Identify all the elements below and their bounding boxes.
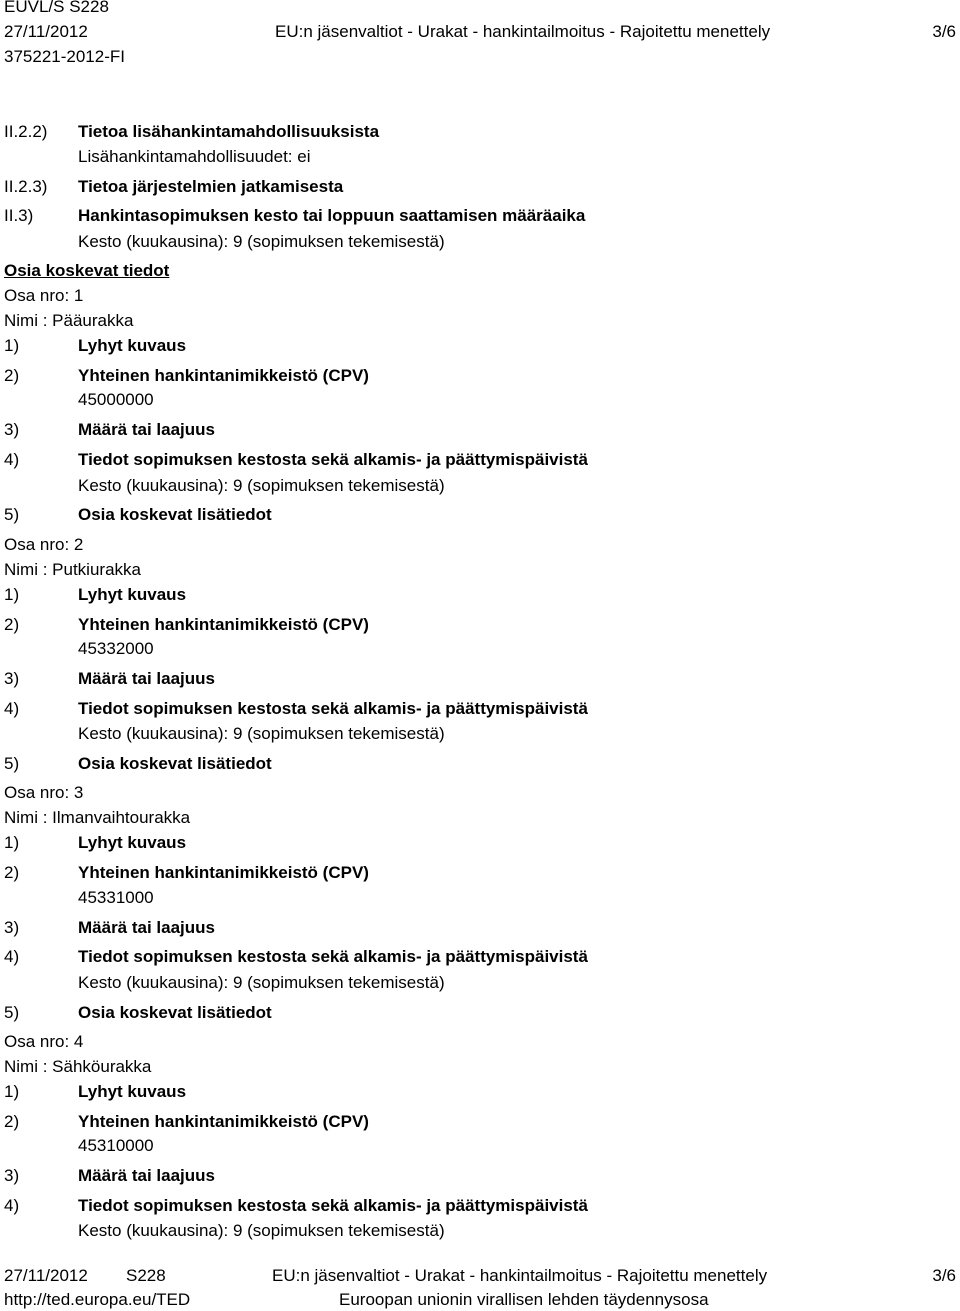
item-number: 2) xyxy=(4,366,20,385)
item-number: 2) xyxy=(4,863,20,882)
item-number: 3) xyxy=(4,420,20,439)
item-number: 4) xyxy=(4,1196,20,1215)
header-title: EU:n jäsenvaltiot - Urakat - hankintailmoitus - Rajoitettu menettely xyxy=(275,22,771,41)
item-number: 4) xyxy=(4,947,20,966)
lot-name: Nimi : Sähköurakka xyxy=(4,1057,152,1076)
item-number: 3) xyxy=(4,1166,20,1185)
item-number: 1) xyxy=(4,336,20,355)
footer-journal: Euroopan unionin virallisen lehden täydennysosa xyxy=(339,1290,709,1309)
doc-id: 375221-2012-FI xyxy=(4,47,125,66)
lot-name: Nimi : Putkiurakka xyxy=(4,560,141,579)
duration-heading: Tiedot sopimuksen kestosta sekä alkamis- ja päättymispäivistä xyxy=(78,947,588,966)
lot-number: Osa nro: 1 xyxy=(4,286,84,305)
additional-info-heading: Osia koskevat lisätiedot xyxy=(78,1003,272,1022)
item-number: 5) xyxy=(4,754,20,773)
header-date: 27/11/2012 xyxy=(4,22,88,41)
cpv-code: 45331000 xyxy=(78,888,154,907)
item-number: 1) xyxy=(4,1082,20,1101)
quantity-heading: Määrä tai laajuus xyxy=(78,918,216,937)
section-title: Tietoa lisähankintamahdollisuuksista xyxy=(78,122,380,141)
short-description-heading: Lyhyt kuvaus xyxy=(78,336,187,355)
section-number: II.3) xyxy=(4,206,34,225)
lot-number: Osa nro: 3 xyxy=(4,783,84,802)
lot-name: Nimi : Ilmanvaihtourakka xyxy=(4,808,191,827)
footer-issue: S228 xyxy=(126,1266,166,1285)
cpv-heading: Yhteinen hankintanimikkeistö (CPV) xyxy=(78,863,369,882)
cpv-code: 45310000 xyxy=(78,1136,154,1155)
cpv-heading: Yhteinen hankintanimikkeistö (CPV) xyxy=(78,366,369,385)
cpv-code: 45332000 xyxy=(78,639,154,658)
item-number: 2) xyxy=(4,615,20,634)
lots-heading: Osia koskevat tiedot xyxy=(4,261,170,280)
footer-page: 3/6 xyxy=(932,1266,956,1285)
header-page: 3/6 xyxy=(932,22,956,41)
section-value: Kesto (kuukausina): 9 (sopimuksen tekemisestä) xyxy=(78,232,445,251)
section-value: Lisähankintamahdollisuudet: ei xyxy=(78,147,311,166)
section-number: II.2.3) xyxy=(4,177,48,196)
item-number: 4) xyxy=(4,699,20,718)
quantity-heading: Määrä tai laajuus xyxy=(78,420,216,439)
cpv-code: 45000000 xyxy=(78,390,154,409)
section-title: Tietoa järjestelmien jatkamisesta xyxy=(78,177,344,196)
short-description-heading: Lyhyt kuvaus xyxy=(78,833,187,852)
section-title: Hankintasopimuksen kesto tai loppuun saattamisen määräaika xyxy=(78,206,586,225)
duration-heading: Tiedot sopimuksen kestosta sekä alkamis- ja päättymispäivistä xyxy=(78,450,588,469)
lot-number: Osa nro: 2 xyxy=(4,535,84,554)
duration-value: Kesto (kuukausina): 9 (sopimuksen tekemisestä) xyxy=(78,1221,445,1240)
duration-heading: Tiedot sopimuksen kestosta sekä alkamis- ja päättymispäivistä xyxy=(78,1196,588,1215)
item-number: 1) xyxy=(4,585,20,604)
short-description-heading: Lyhyt kuvaus xyxy=(78,1082,187,1101)
duration-value: Kesto (kuukausina): 9 (sopimuksen tekemisestä) xyxy=(78,476,445,495)
item-number: 3) xyxy=(4,669,20,688)
item-number: 3) xyxy=(4,918,20,937)
duration-value: Kesto (kuukausina): 9 (sopimuksen tekemisestä) xyxy=(78,724,445,743)
footer-url[interactable]: http://ted.europa.eu/TED xyxy=(4,1290,191,1309)
item-number: 5) xyxy=(4,1003,20,1022)
footer-title: EU:n jäsenvaltiot - Urakat - hankintailmoitus - Rajoitettu menettely xyxy=(272,1266,768,1285)
additional-info-heading: Osia koskevat lisätiedot xyxy=(78,754,272,773)
cpv-heading: Yhteinen hankintanimikkeistö (CPV) xyxy=(78,615,369,634)
lot-name: Nimi : Pääurakka xyxy=(4,311,134,330)
cpv-heading: Yhteinen hankintanimikkeistö (CPV) xyxy=(78,1112,369,1131)
section-number: II.2.2) xyxy=(4,122,48,141)
short-description-heading: Lyhyt kuvaus xyxy=(78,585,187,604)
doc-code: EUVL/S S228 xyxy=(4,0,109,16)
duration-heading: Tiedot sopimuksen kestosta sekä alkamis- ja päättymispäivistä xyxy=(78,699,588,718)
quantity-heading: Määrä tai laajuus xyxy=(78,1166,216,1185)
item-number: 4) xyxy=(4,450,20,469)
quantity-heading: Määrä tai laajuus xyxy=(78,669,216,688)
duration-value: Kesto (kuukausina): 9 (sopimuksen tekemisestä) xyxy=(78,973,445,992)
item-number: 2) xyxy=(4,1112,20,1131)
lot-number: Osa nro: 4 xyxy=(4,1032,84,1051)
item-number: 1) xyxy=(4,833,20,852)
item-number: 5) xyxy=(4,505,20,524)
footer-date: 27/11/2012 xyxy=(4,1266,88,1285)
additional-info-heading: Osia koskevat lisätiedot xyxy=(78,505,272,524)
